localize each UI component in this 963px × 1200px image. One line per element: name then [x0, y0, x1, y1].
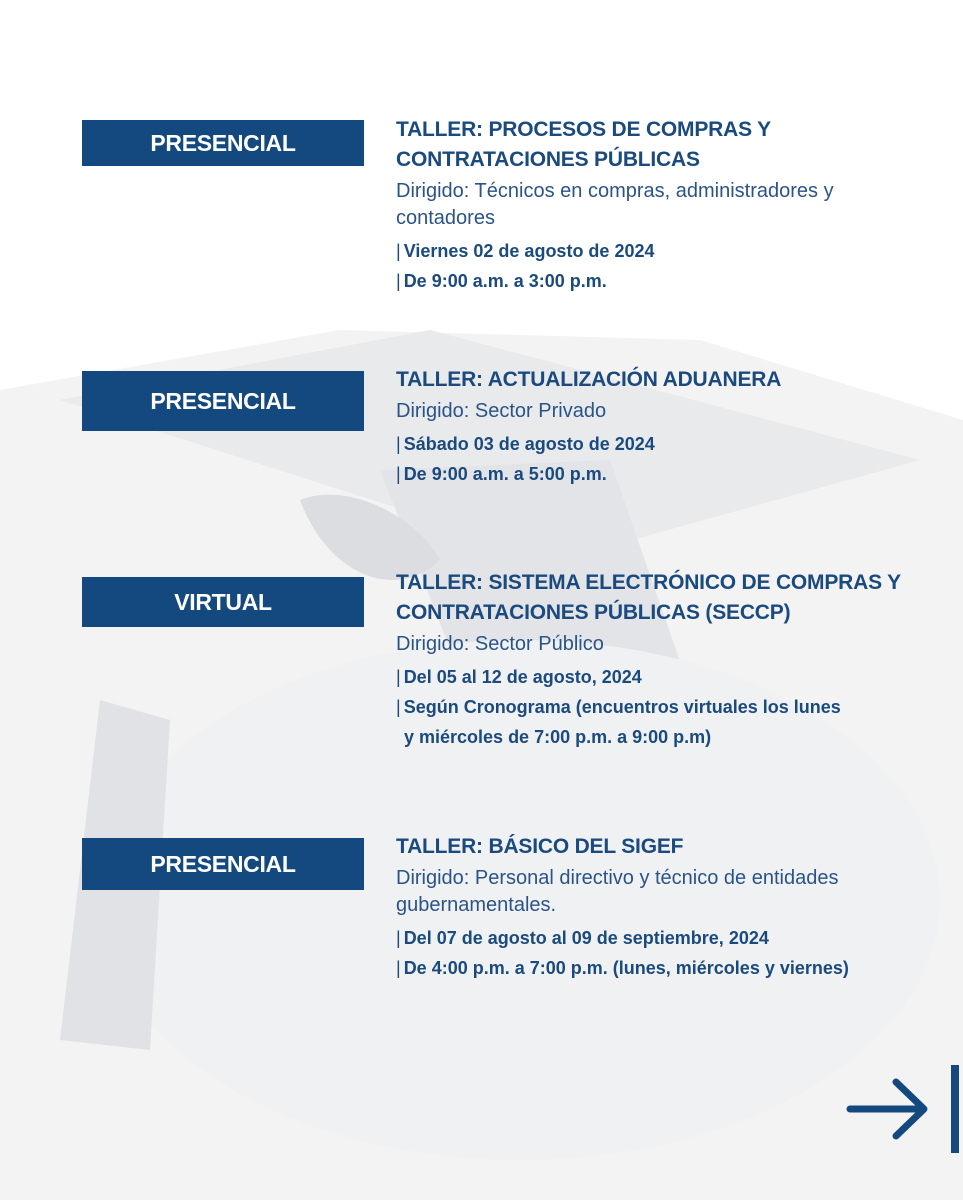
time-text: Según Cronograma (encuentros virtuales los lunes: [403, 697, 841, 717]
separator: |: [396, 958, 401, 978]
separator: |: [396, 434, 401, 454]
event-audience: Dirigido: Personal directivo y técnico de entidades gubernamentales.: [396, 867, 839, 916]
event-audience: Dirigido: Sector Público: [396, 633, 604, 655]
mode-badge: VIRTUAL: [82, 577, 364, 627]
event-title: [396, 365, 936, 395]
event-item: [396, 365, 936, 485]
event-item: [396, 115, 936, 292]
title-line: TALLER: ACTUALIZACIÓN ADUANERA: [396, 368, 782, 391]
separator: |: [396, 667, 401, 687]
date-text: Viernes 02 de agosto de 2024: [403, 241, 655, 261]
title-line: CONTRATACIONES PÚBLICAS (SECCP): [396, 601, 791, 624]
title-line: TALLER: PROCESOS DE COMPRAS Y: [396, 118, 771, 141]
mode-badge: PRESENCIAL: [82, 838, 364, 890]
separator: |: [396, 928, 401, 948]
event-title: [396, 832, 936, 862]
event-date: [396, 666, 936, 688]
time-text-continued: y miércoles de 7:00 p.m. a 9:00 p.m): [404, 727, 712, 747]
title-line: TALLER: BÁSICO DEL SIGEF: [396, 835, 684, 858]
separator: |: [396, 464, 401, 484]
event-time: [396, 957, 936, 979]
time-text: De 9:00 a.m. a 3:00 p.m.: [403, 271, 607, 291]
event-date: [396, 240, 936, 262]
arrow-right-icon[interactable]: [846, 1076, 932, 1142]
separator: |: [396, 241, 401, 261]
date-text: Del 07 de agosto al 09 de septiembre, 2024: [403, 928, 769, 948]
mode-badge: PRESENCIAL: [82, 371, 364, 431]
event-date: [396, 433, 936, 455]
date-text: Del 05 al 12 de agosto, 2024: [403, 667, 642, 687]
separator: |: [396, 697, 401, 717]
date-text: Sábado 03 de agosto de 2024: [403, 434, 655, 454]
event-time: [396, 463, 936, 485]
mode-badge: PRESENCIAL: [82, 120, 364, 166]
event-title: [396, 115, 936, 175]
event-title: [396, 568, 936, 628]
event-date: [396, 927, 936, 949]
title-line: TALLER: SISTEMA ELECTRÓNICO DE COMPRAS Y: [396, 571, 901, 594]
event-time: [396, 696, 936, 748]
title-line: CONTRATACIONES PÚBLICAS: [396, 148, 700, 171]
time-text: De 4:00 p.m. a 7:00 p.m. (lunes, miércoles y viernes): [403, 958, 849, 978]
divider-bar: [951, 1065, 959, 1153]
event-item: [396, 568, 936, 748]
event-time: [396, 270, 936, 292]
event-audience: Dirigido: Sector Privado: [396, 400, 607, 422]
separator: |: [396, 271, 401, 291]
event-audience: Dirigido: Técnicos en compras, administradores y contadores: [396, 180, 834, 229]
event-item: [396, 832, 936, 979]
time-text: De 9:00 a.m. a 5:00 p.m.: [403, 464, 607, 484]
